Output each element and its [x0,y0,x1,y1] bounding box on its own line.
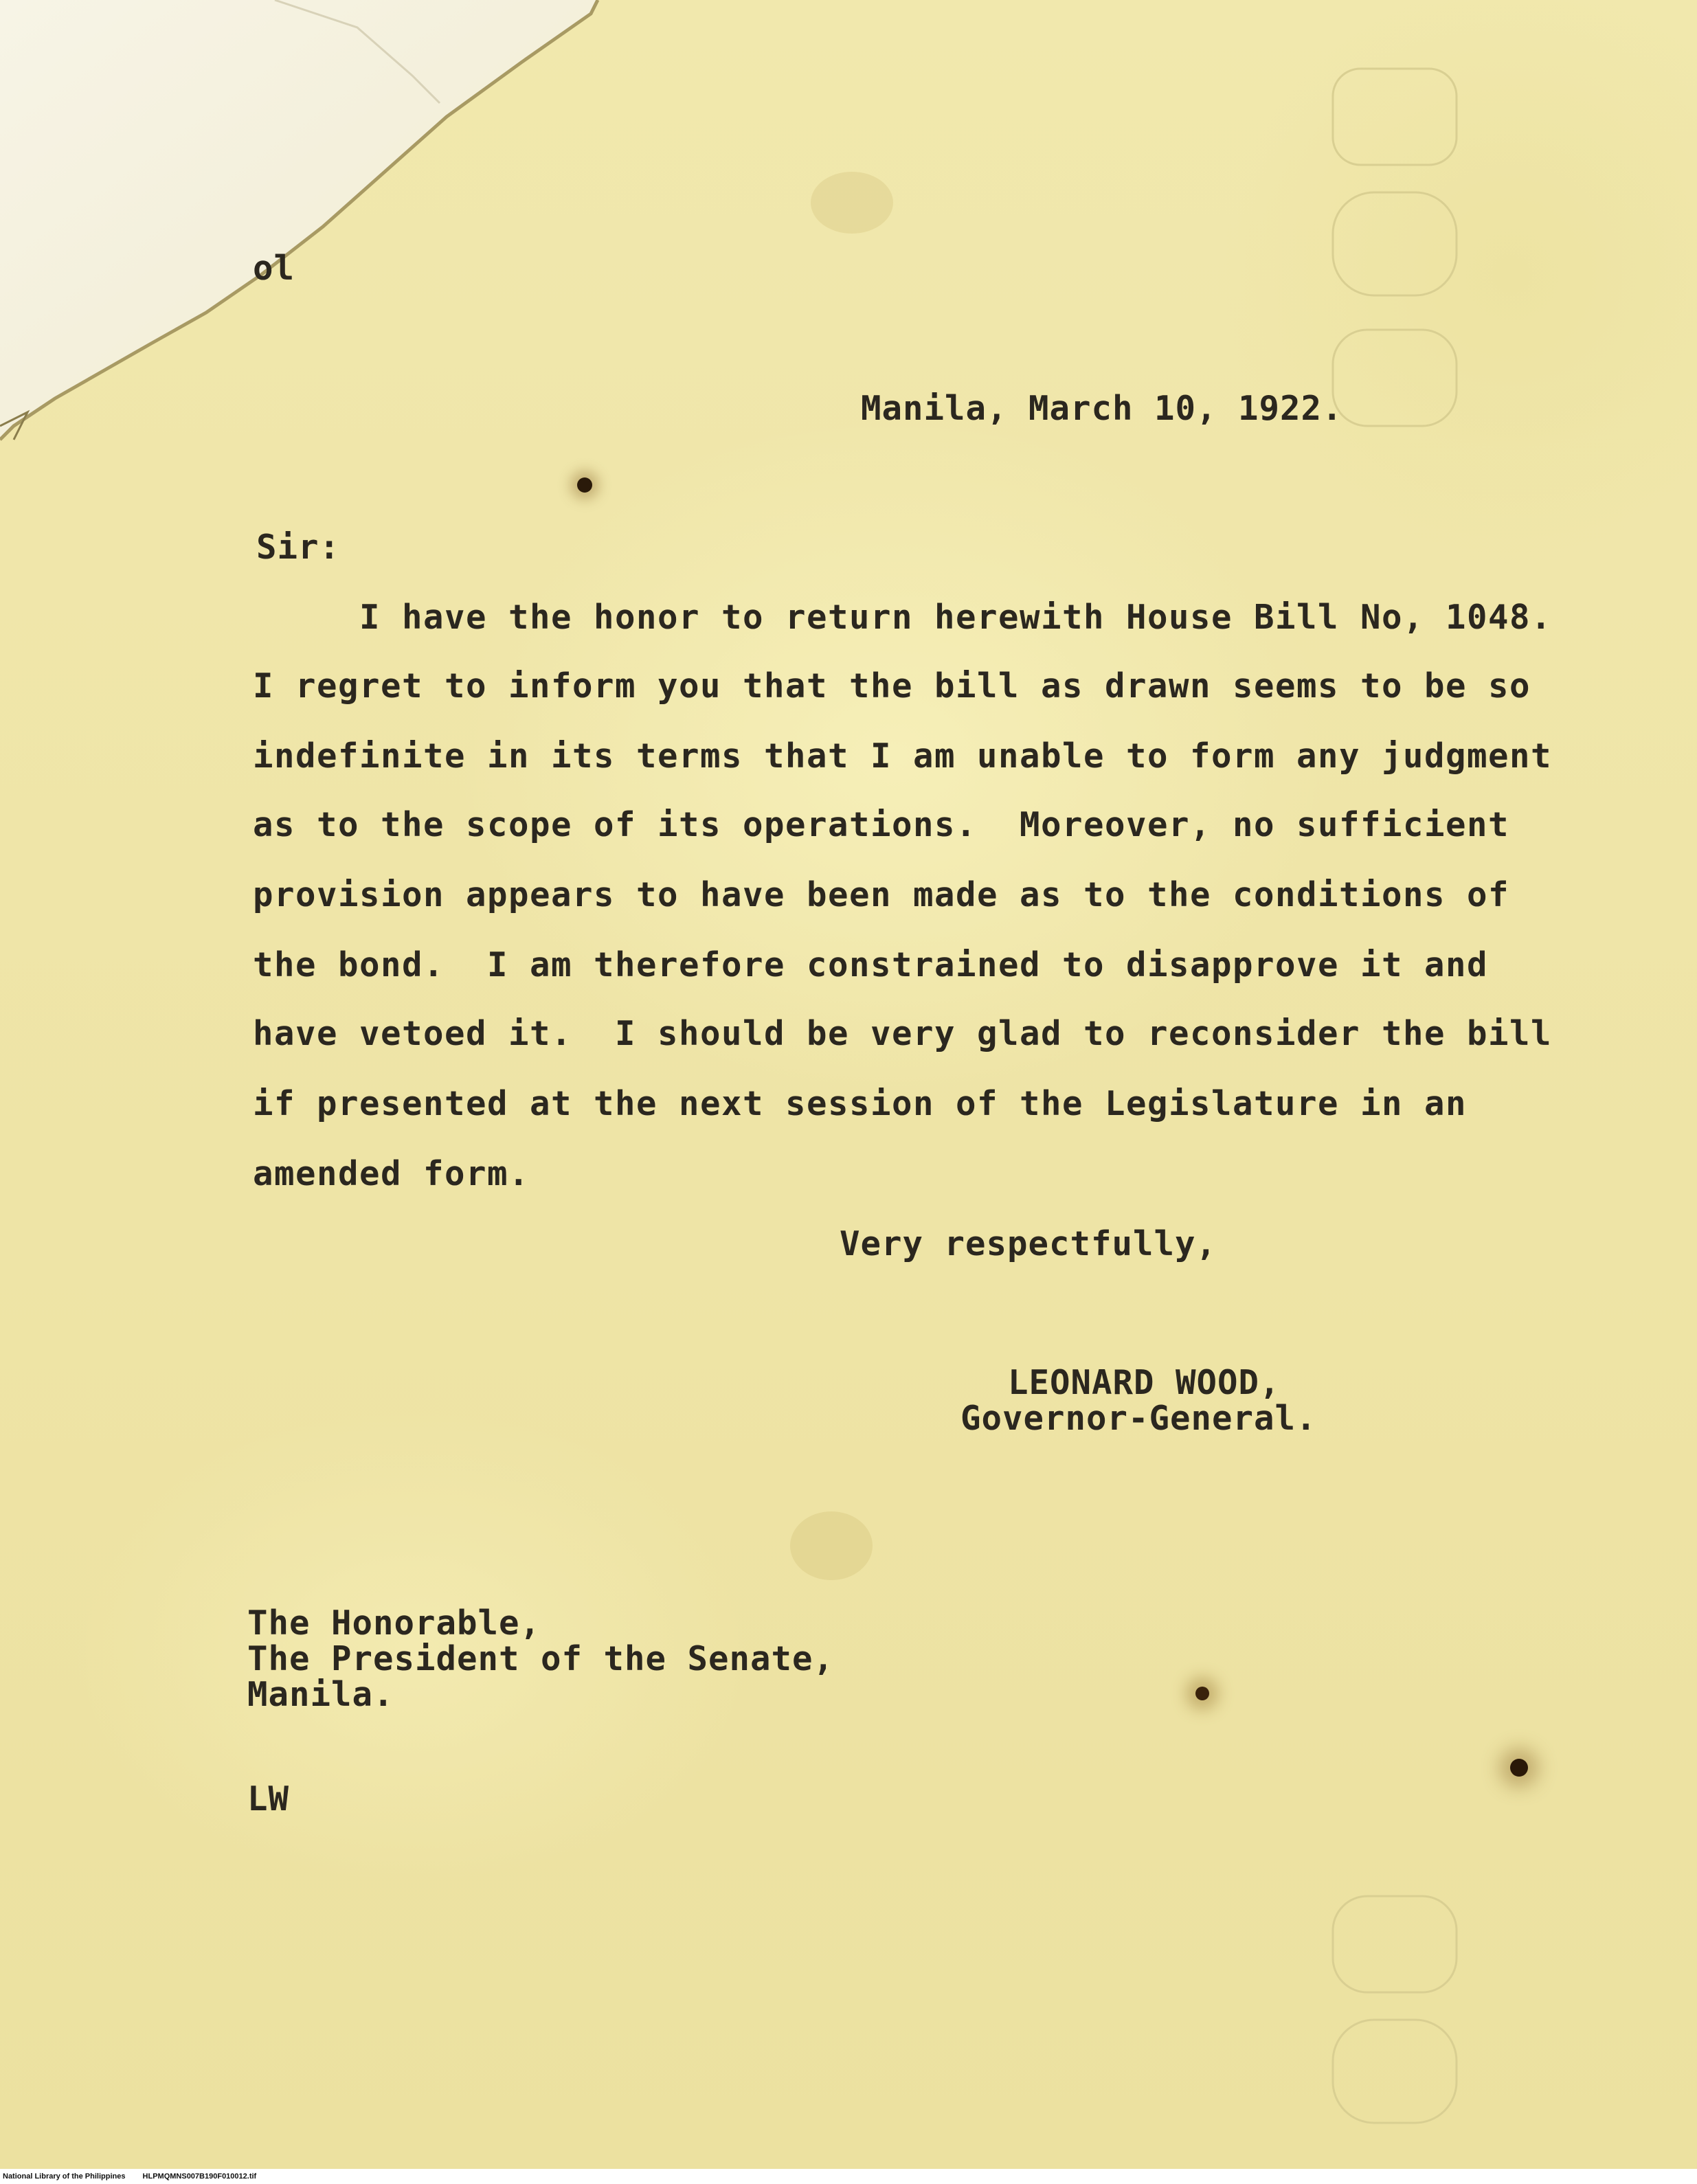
body-line: indefinite in its terms that I am unable to form any judgment [253,736,1553,776]
body-line: the bond. I am therefore constrained to disapprove it and [253,945,1489,984]
salutation: Sir: [256,528,341,567]
body-line: I have the honor to return herewith House Bill No, 1048. [253,598,1553,637]
ink-speck [1195,1687,1209,1700]
body-line: as to the scope of its operations. Moreover, no sufficient [253,805,1510,844]
body-line: provision appears to have been made as to the conditions of [253,875,1510,914]
foxing-stain [811,172,893,234]
scan-file-id: HLPMQMNS007B190F010012.tif [142,2172,257,2181]
dateline: Manila, March 10, 1922. [861,389,1343,428]
foxing-stain [790,1511,873,1580]
reference-mark: ol [253,249,295,288]
body-line: I regret to inform you that the bill as drawn seems to be so [253,666,1531,706]
addressee-line: Manila. [247,1675,394,1714]
scan-footer [0,2169,1697,2184]
ink-speck [1510,1759,1528,1777]
initials: LW [247,1779,290,1819]
addressee-line: The President of the Senate, [247,1639,835,1678]
scan-institution: National Library of the Philippines [3,2172,126,2181]
addressee-line: The Honorable, [247,1603,541,1643]
body-line: have vetoed it. I should be very glad to reconsider the bill [253,1014,1553,1053]
closing: Very respectfully, [840,1224,1217,1263]
body-line: if presented at the next session of the Legislature in an [253,1084,1468,1123]
ink-speck [577,477,592,493]
signer-name: LEONARD WOOD, [1008,1363,1281,1402]
signer-title: Governor-General. [960,1399,1317,1438]
body-line: amended form. [253,1154,530,1193]
